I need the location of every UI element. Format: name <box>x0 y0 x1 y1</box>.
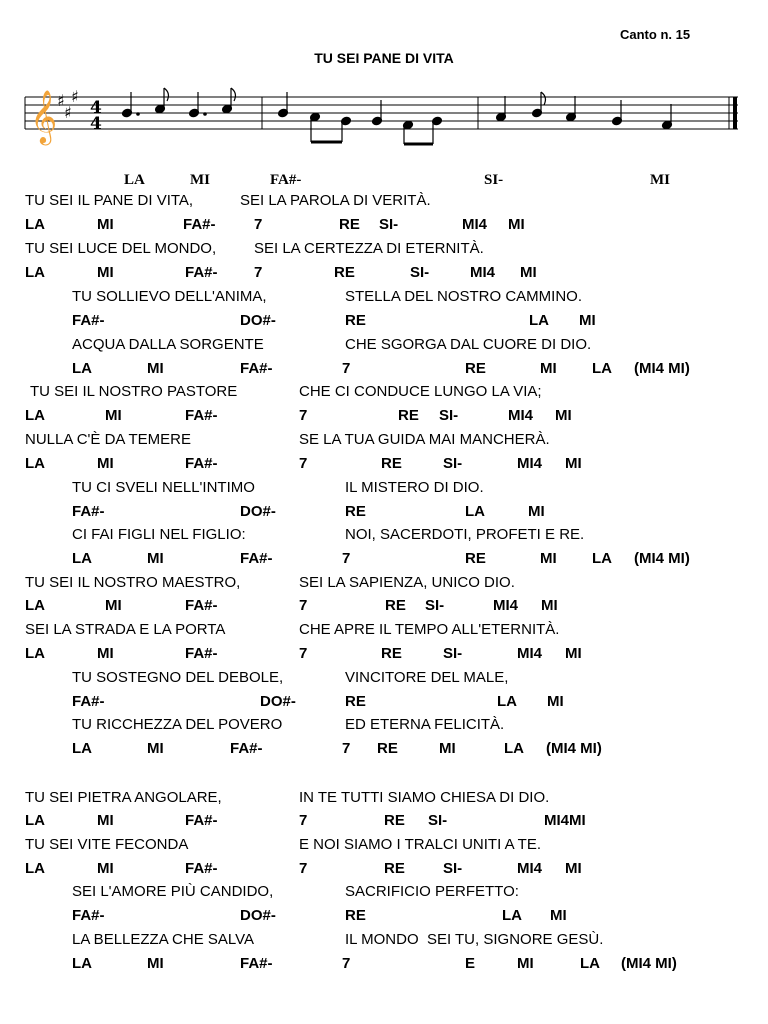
chord: FA#- <box>185 812 218 829</box>
chord: RE <box>384 860 405 877</box>
chord: SI- <box>443 645 463 662</box>
chord-line <box>0 645 768 669</box>
lyric-text: CHE APRE IL TEMPO ALL'ETERNITÀ. <box>299 621 560 638</box>
chord: SI- <box>428 812 448 829</box>
lyric-line <box>0 669 768 693</box>
chord: MI <box>520 264 537 281</box>
lyric-line <box>0 383 768 407</box>
lyric-line <box>0 431 768 455</box>
chord: LA <box>592 550 612 567</box>
key-signature <box>57 87 79 122</box>
chord: LA <box>580 955 600 972</box>
lyric-line <box>0 192 768 216</box>
time-signature <box>90 98 102 134</box>
lyric-text: SEI LA STRADA E LA PORTA <box>25 621 226 638</box>
chord-line <box>0 216 768 240</box>
lyric-text: CHE SGORGA DAL CUORE DI DIO. <box>345 336 592 353</box>
chord: LA <box>25 812 45 829</box>
chord: FA#- <box>72 312 105 329</box>
lyric-text: TU SEI IL PANE DI VITA, <box>25 192 194 209</box>
lyric-text: ED ETERNA FELICITÀ. <box>345 716 505 733</box>
chord: E <box>465 955 476 972</box>
lyric-text: TU SEI IL NOSTRO MAESTRO, <box>25 574 241 591</box>
staff-chord: SI- <box>484 172 504 188</box>
chord: 7 <box>299 455 308 472</box>
svg-text:♯: ♯ <box>71 87 79 106</box>
lyric-text: NULLA C'È DA TEMERE <box>25 431 191 448</box>
chord: SI- <box>439 407 459 424</box>
lyric-text: SEI LA SAPIENZA, UNICO DIO. <box>299 574 515 591</box>
chord-line <box>0 597 768 621</box>
lyric-text: ACQUA DALLA SORGENTE <box>72 336 264 353</box>
chord: MI <box>97 264 114 281</box>
chord: (MI4 MI) <box>634 360 690 377</box>
chord: RE <box>381 455 402 472</box>
chord: RE <box>377 740 398 757</box>
chord: MI4 <box>544 812 570 829</box>
chord-line <box>0 812 768 836</box>
chord: FA#- <box>185 455 218 472</box>
chord: RE <box>345 503 366 520</box>
chord: MI <box>105 407 122 424</box>
staff-chord: LA <box>124 172 145 188</box>
svg-text:♯: ♯ <box>64 103 72 122</box>
svg-text:4: 4 <box>90 114 102 134</box>
lyric-text: NOI, SACERDOTI, PROFETI E RE. <box>345 526 585 543</box>
chord: MI4 <box>517 455 543 472</box>
chord: FA#- <box>72 503 105 520</box>
chord: MI <box>579 312 596 329</box>
chord: (MI4 MI) <box>634 550 690 567</box>
chord: FA#- <box>185 264 218 281</box>
lyric-line <box>0 621 768 645</box>
lyric-text: SE LA TUA GUIDA MAI MANCHERÀ. <box>299 431 550 448</box>
chord: LA <box>465 503 485 520</box>
lyric-line <box>0 836 768 860</box>
chord: 7 <box>342 360 351 377</box>
chord: 7 <box>342 955 351 972</box>
lyric-line <box>0 288 768 312</box>
chord: MI <box>97 812 114 829</box>
lyric-text: VINCITORE DEL MALE, <box>345 669 509 686</box>
lyric-text: CI FAI FIGLI NEL FIGLIO: <box>72 526 246 543</box>
chord: MI <box>517 955 534 972</box>
chord: RE <box>345 693 366 710</box>
chord: MI4 <box>517 860 543 877</box>
chord: MI4 <box>462 216 488 233</box>
chord: MI <box>565 455 582 472</box>
chord: SI- <box>425 597 445 614</box>
music-staff <box>0 0 768 200</box>
lyric-text: TU SEI IL NOSTRO PASTORE <box>30 383 238 400</box>
lyric-line <box>0 574 768 598</box>
chord: (MI4 MI) <box>621 955 677 972</box>
chord: MI <box>147 550 164 567</box>
chord: MI <box>540 360 557 377</box>
song-title: TU SEI PANE DI VITA <box>314 50 454 66</box>
chord: LA <box>25 407 45 424</box>
chord-line <box>0 503 768 527</box>
staff-chord: MI <box>190 172 210 188</box>
chord: LA <box>529 312 549 329</box>
treble-clef-icon: 𝄞 <box>30 89 58 143</box>
chord: 7 <box>342 550 351 567</box>
chord: MI <box>528 503 545 520</box>
chord: LA <box>592 360 612 377</box>
chord: DO#- <box>240 907 276 924</box>
lyric-text: TU SEI VITE FECONDA <box>25 836 189 853</box>
chord: MI <box>550 907 567 924</box>
chord: MI <box>97 216 114 233</box>
lyric-text: TU SOLLIEVO DELL'ANIMA, <box>72 288 267 305</box>
lyric-line <box>0 240 768 264</box>
chord: MI <box>541 597 558 614</box>
chord: LA <box>25 645 45 662</box>
lyric-text: SEI L'AMORE PIÙ CANDIDO, <box>72 883 274 900</box>
chord: FA#- <box>240 360 273 377</box>
lyric-text: TU SEI PIETRA ANGOLARE, <box>25 789 222 806</box>
chord: MI4 <box>517 645 543 662</box>
chord: MI <box>508 216 525 233</box>
chord: MI <box>569 812 586 829</box>
chord-line <box>0 860 768 884</box>
chord: MI <box>147 955 164 972</box>
chord: RE <box>339 216 360 233</box>
chord-line <box>0 312 768 336</box>
lyric-text: IL MONDO SEI TU, SIGNORE GESÙ. <box>345 931 604 948</box>
chord-line <box>0 264 768 288</box>
lyric-line <box>0 883 768 907</box>
chord: FA#- <box>185 860 218 877</box>
lyric-text: LA BELLEZZA CHE SALVA <box>72 931 255 948</box>
chord: LA <box>25 216 45 233</box>
chord: RE <box>384 812 405 829</box>
chord: 7 <box>254 264 263 281</box>
lyric-text: IN TE TUTTI SIAMO CHIESA DI DIO. <box>299 789 550 806</box>
chord: MI <box>565 860 582 877</box>
chord: RE <box>345 312 366 329</box>
lyric-line <box>0 336 768 360</box>
chord: FA#- <box>183 216 216 233</box>
chord: MI4 <box>508 407 534 424</box>
chord: LA <box>72 955 92 972</box>
lyric-text: IL MISTERO DI DIO. <box>345 479 484 496</box>
chord-line <box>0 455 768 479</box>
chord: FA#- <box>240 955 273 972</box>
chord: FA#- <box>185 407 218 424</box>
chord: 7 <box>342 740 351 757</box>
chord: 7 <box>254 216 263 233</box>
chord-line <box>0 360 768 384</box>
chord: RE <box>465 360 486 377</box>
chord-line <box>0 407 768 431</box>
lyric-text: SACRIFICIO PERFETTO: <box>345 883 519 900</box>
chord: LA <box>72 740 92 757</box>
chord: LA <box>504 740 524 757</box>
lyric-line <box>0 479 768 503</box>
chord: RE <box>465 550 486 567</box>
chord: SI- <box>410 264 430 281</box>
chord: MI <box>147 360 164 377</box>
chord: LA <box>25 264 45 281</box>
chord: LA <box>72 360 92 377</box>
chord: MI4 <box>493 597 519 614</box>
chord: LA <box>72 550 92 567</box>
chord: MI <box>555 407 572 424</box>
chord: FA#- <box>240 550 273 567</box>
canto-number: Canto n. 15 <box>620 27 691 42</box>
chord: RE <box>345 907 366 924</box>
chord: 7 <box>299 407 308 424</box>
svg-text:♯: ♯ <box>57 91 65 110</box>
chord: RE <box>381 645 402 662</box>
chord-line <box>0 740 768 764</box>
chord: SI- <box>443 455 463 472</box>
chord: RE <box>385 597 406 614</box>
lyric-text: SEI LA PAROLA DI VERITÀ. <box>240 192 431 209</box>
chord: 7 <box>299 812 308 829</box>
chord: DO#- <box>260 693 296 710</box>
lyric-text: TU CI SVELI NELL'INTIMO <box>72 479 255 496</box>
chord: MI <box>97 645 114 662</box>
chord: LA <box>502 907 522 924</box>
chord: MI <box>439 740 456 757</box>
lyric-text: TU RICCHEZZA DEL POVERO <box>72 716 283 733</box>
chord: SI- <box>379 216 399 233</box>
chord-line <box>0 550 768 574</box>
lyric-text: E NOI SIAMO I TRALCI UNITI A TE. <box>299 836 541 853</box>
chord: 7 <box>299 860 308 877</box>
chord: MI <box>565 645 582 662</box>
chord: MI <box>547 693 564 710</box>
chord: FA#- <box>72 907 105 924</box>
chord: MI4 <box>470 264 496 281</box>
lyric-text: TU SOSTEGNO DEL DEBOLE, <box>72 669 284 686</box>
chord: DO#- <box>240 312 276 329</box>
chord: LA <box>25 455 45 472</box>
chord: RE <box>334 264 355 281</box>
chord: DO#- <box>240 503 276 520</box>
svg-text:4: 4 <box>90 98 102 118</box>
staff-chord: FA#- <box>270 172 302 188</box>
notes <box>121 88 672 144</box>
chord-line <box>0 693 768 717</box>
chord: MI <box>540 550 557 567</box>
chord: RE <box>398 407 419 424</box>
chord: LA <box>25 597 45 614</box>
chord: FA#- <box>185 597 218 614</box>
chord: MI <box>97 455 114 472</box>
chord-line <box>0 907 768 931</box>
chord: MI <box>147 740 164 757</box>
lyric-text: TU SEI LUCE DEL MONDO, <box>25 240 217 257</box>
chord: FA#- <box>72 693 105 710</box>
chord-line <box>0 955 768 979</box>
chord: 7 <box>299 597 308 614</box>
staff-chord: MI <box>650 172 670 188</box>
chord: FA#- <box>185 645 218 662</box>
lyric-line <box>0 526 768 550</box>
chord: 7 <box>299 645 308 662</box>
chord: (MI4 MI) <box>546 740 602 757</box>
lyric-line <box>0 716 768 740</box>
chord: FA#- <box>230 740 263 757</box>
lyric-line <box>0 789 768 813</box>
lyric-text: SEI LA CERTEZZA DI ETERNITÀ. <box>254 240 484 257</box>
chord: MI <box>105 597 122 614</box>
lyric-text: STELLA DEL NOSTRO CAMMINO. <box>345 288 582 305</box>
lyric-text: CHE CI CONDUCE LUNGO LA VIA; <box>299 383 542 400</box>
chord: LA <box>25 860 45 877</box>
chord: SI- <box>443 860 463 877</box>
lyric-line <box>0 931 768 955</box>
chord: MI <box>97 860 114 877</box>
chord: LA <box>497 693 517 710</box>
